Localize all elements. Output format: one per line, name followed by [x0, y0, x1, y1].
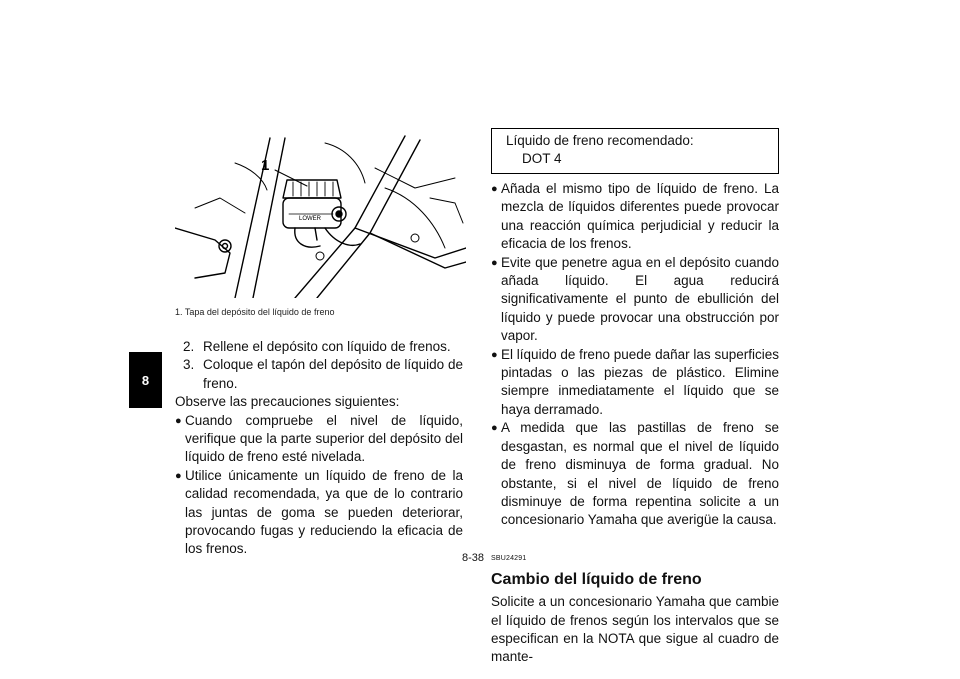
chapter-number: 8	[141, 372, 150, 388]
bullet-item	[491, 419, 779, 529]
bullet-item	[175, 412, 463, 467]
bullet-text: A medida que las pastillas de freno se desgastan, es normal que el nivel de líquido de freno disminuya de forma gradual. No obstante, si el nivel de líquido de freno disminuye de forma repentina solicite a un concesionario Yamaha que averigüe la causa.	[501, 420, 779, 528]
bullet-icon: ●	[175, 414, 182, 427]
figure-callout-number: 1	[261, 157, 270, 174]
bullet-icon: ●	[491, 183, 498, 195]
precautions-intro: Observe las precauciones siguientes:	[175, 394, 400, 410]
step-number: 3.	[183, 357, 195, 373]
figure-caption: 1. Tapa del depósito del líquido de freno	[175, 307, 335, 317]
recommended-fluid-box	[491, 128, 779, 174]
bullet-icon: ●	[491, 422, 498, 435]
bullet-text: El líquido de freno puede dañar las superficies pintadas o las piezas de plástico. Elimine siempre inmediatamente el líquido que se haya derramado.	[501, 346, 779, 417]
bullet-text: Cuando compruebe el nivel de líquido, verifique que la parte superior del depósito del líquido de freno esté nivelada.	[185, 412, 463, 465]
bullet-text: Añada el mismo tipo de líquido de freno. La mezcla de líquidos diferentes puede provocar una reacción química perjudicial y reducir la eficacia de los frenos.	[501, 181, 779, 252]
bullet-icon: ●	[491, 256, 498, 269]
step-item	[175, 356, 463, 393]
section-paragraph: Solicite a un concesionario Yamaha que cambie el líquido de frenos según los intervalos que se especifican en la NOTA que sigue al cuadro de mante-	[491, 594, 779, 665]
bullet-item	[491, 254, 779, 346]
step-text: Rellene el depósito con líquido de frenos.	[203, 339, 451, 354]
bullet-text: Utilice únicamente un líquido de freno de la calidad recomendada, ya que de lo contrario las juntas de goma se pueden deteriorar, provocando fugas y reduciendo la eficacia de los frenos.	[185, 467, 463, 557]
page-number: 8-38	[462, 552, 485, 564]
recommended-fluid-value: DOT 4	[522, 151, 562, 166]
chapter-tab	[129, 352, 162, 408]
right-column	[491, 128, 779, 667]
section-code: SBU24291	[491, 554, 527, 562]
left-column	[175, 338, 463, 559]
recommended-fluid-label: Líquido de freno recomendado:	[506, 133, 694, 148]
step-item	[175, 338, 463, 356]
bullet-text: Evite que penetre agua en el depósito cuando añada líquido. El agua reducirá significativamente el punto de ebullición del líquido y puede provocar una obstrucción por vapor.	[501, 254, 779, 344]
section-heading: Cambio del líquido de freno	[491, 571, 702, 589]
bullet-icon: ●	[175, 469, 182, 482]
brake-reservoir-illustration	[175, 128, 466, 298]
bullet-item	[491, 180, 779, 254]
bullet-icon: ●	[491, 348, 498, 361]
reservoir-lower-mark: LOWER	[299, 216, 322, 222]
bullet-item	[175, 467, 463, 559]
step-text: Coloque el tapón del depósito de líquido de freno.	[203, 357, 463, 391]
illustration-drawing	[175, 128, 466, 298]
step-number: 2.	[183, 339, 195, 354]
bullet-item	[491, 346, 779, 420]
